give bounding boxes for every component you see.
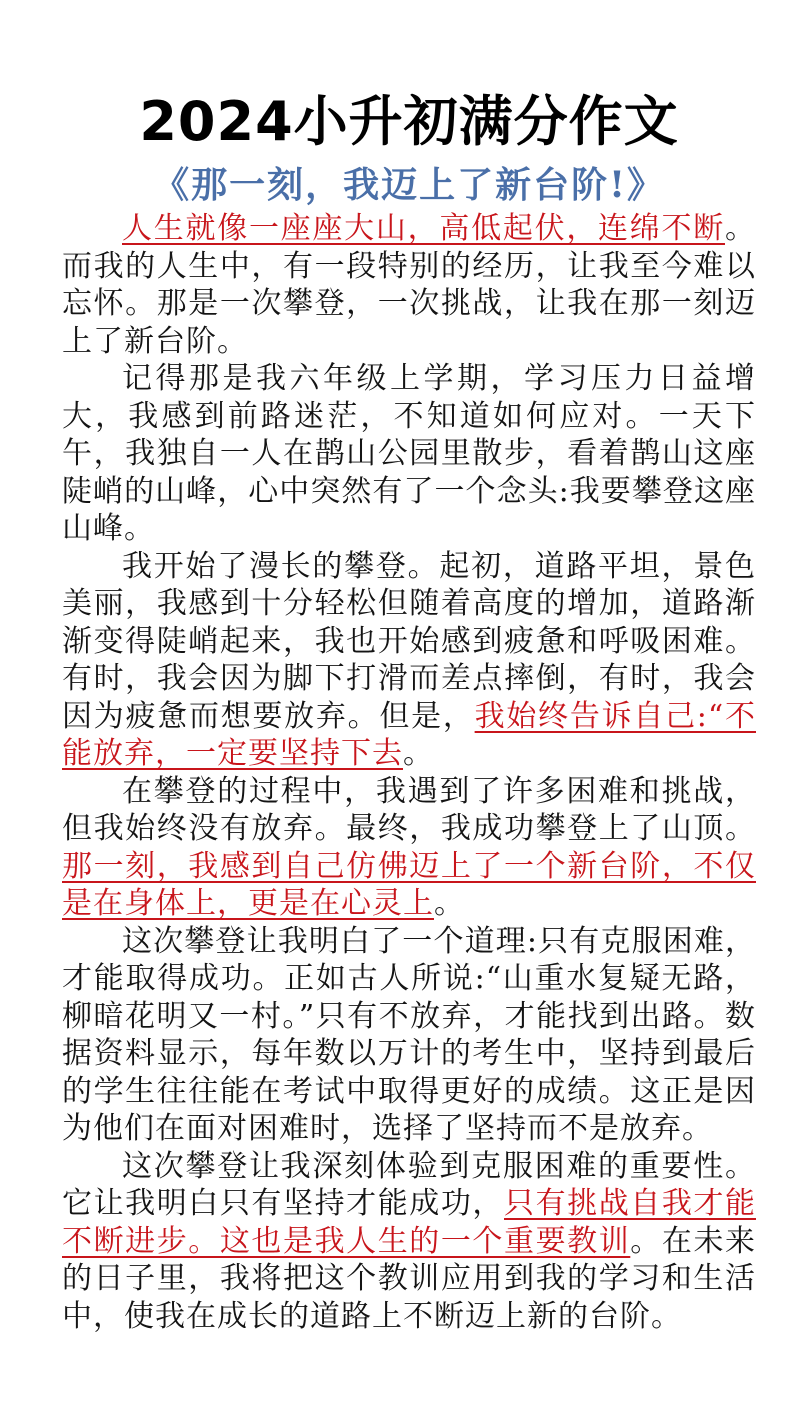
essay-subtitle: 《那一刻，我迈上了新台阶!》 bbox=[153, 164, 665, 206]
highlighted-sentence: 人生就像一座座大山，高低起伏，连绵不断 bbox=[122, 211, 725, 246]
paragraph-2 bbox=[62, 360, 756, 548]
paragraph-text: 。在未来的日子里，我将把这个教训应用到我的学习和生活中，使我在成长的道路上不断迈上新的台阶。 bbox=[62, 1223, 757, 1334]
paragraph-text: 这次攀登让我明白了一个道理:只有克服困难，才能取得成功。正如古人所说:“山重水复疑无路，柳暗花明又一村。”只有不放弃，才能找到出路。数据资料显示，每年数以万计的考生中，坚持到最后的学生往往能在考试中取得更好的成绩。这正是因为他们在面对困难时，选择了坚持而不是放弃。 bbox=[62, 923, 756, 1146]
paragraph-4 bbox=[62, 773, 756, 923]
essay-body bbox=[62, 210, 756, 1335]
paragraph-text: 。 bbox=[434, 886, 465, 921]
paragraph-text: 在攀登的过程中，我遇到了许多困难和挑战，但我始终没有放弃。最终，我成功攀登上了山顶。 bbox=[62, 773, 756, 846]
paragraph-text: 这次攀登让我深刻体验到克服困难的重要性。它让我明白只有坚持才能成功， bbox=[62, 1148, 756, 1221]
paragraph-5 bbox=[62, 923, 756, 1148]
highlighted-sentence: 我始终告诉自己:“不能放弃，一定要坚持下去 bbox=[62, 698, 756, 771]
paragraph-3 bbox=[62, 548, 756, 773]
page-title: 2024小升初满分作文 bbox=[139, 90, 679, 153]
highlighted-sentence: 只有挑战自我才能不断进步。这也是我人生的一个重要教训 bbox=[62, 1186, 756, 1259]
highlighted-sentence: 那一刻，我感到自己仿佛迈上了一个新台阶，不仅是在身体上，更是在心灵上 bbox=[62, 848, 756, 921]
paragraph-text: 。 bbox=[403, 736, 434, 771]
paragraph-1 bbox=[62, 210, 756, 360]
paragraph-text: 我开始了漫长的攀登。起初，道路平坦，景色美丽，我感到十分轻松但随着高度的增加，道路渐渐变得陡峭起来，我也开始感到疲惫和呼吸困难。有时，我会因为脚下打滑而差点摔倒，有时，我会因为疲惫而想要放弃。但是， bbox=[62, 548, 756, 734]
paragraph-text: 。而我的人生中，有一段特别的经历，让我至今难以忘怀。那是一次攀登，一次挑战，让我在那一刻迈上了新台阶。 bbox=[62, 211, 756, 359]
paragraph-6 bbox=[62, 1148, 756, 1336]
paragraph-text: 记得那是我六年级上学期，学习压力日益增大，我感到前路迷茫，不知道如何应对。一天下午，我独自一人在鹊山公园里散步，看着鹊山这座陡峭的山峰，心中突然有了一个念头:我要攀登这座山峰。 bbox=[62, 361, 756, 546]
